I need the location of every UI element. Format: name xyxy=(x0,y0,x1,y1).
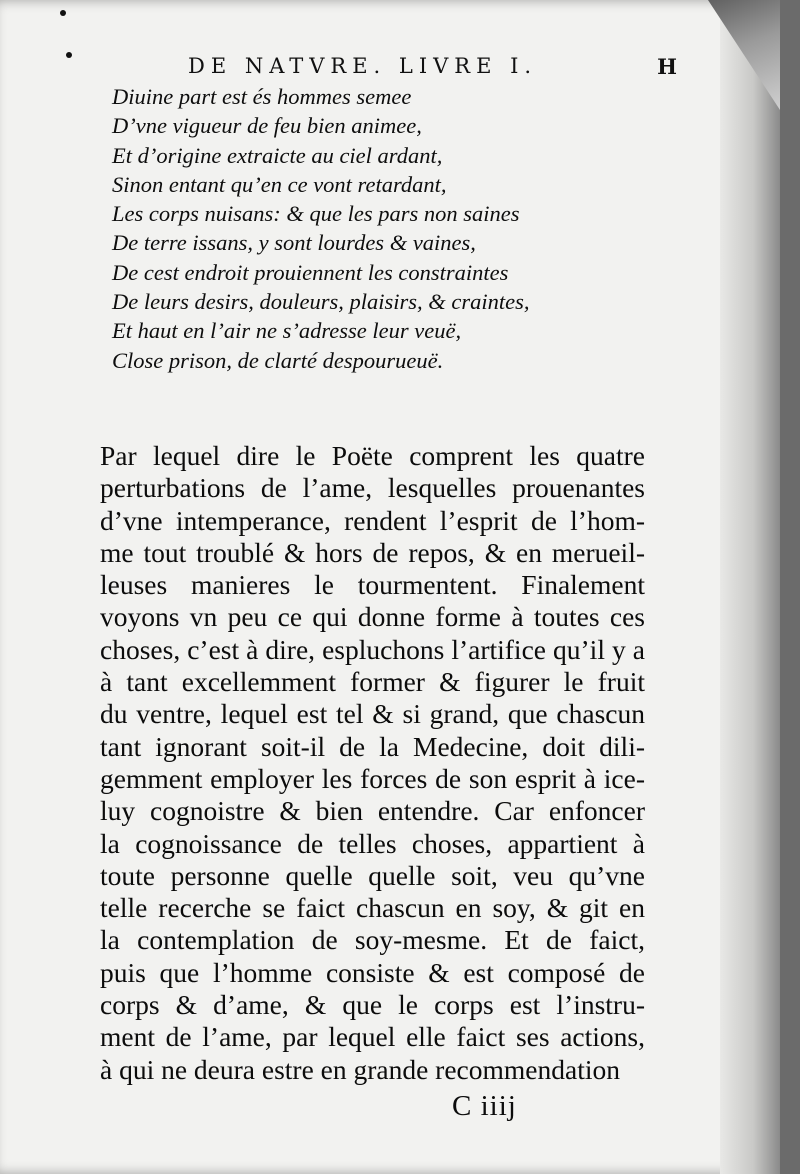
verse-line: De leurs desirs, douleurs, plaisirs, & craintes, xyxy=(112,289,530,315)
prose-line: corps & d’ame, & que le corps est l’instru- xyxy=(100,989,645,1021)
page-edge-shadow xyxy=(720,0,780,1174)
prose-line: la cognoissance de telles choses, appartient à xyxy=(100,827,645,859)
prose-line: ment de l’ame, par lequel elle faict ses actions, xyxy=(100,1021,645,1053)
prose-paragraph xyxy=(100,440,645,1086)
verse-line: De cest endroit prouiennent les constraintes xyxy=(112,259,509,285)
running-header xyxy=(88,54,678,84)
prose-line: gemment employer les forces de son esprit à ice- xyxy=(100,762,645,794)
prose-line: à tant excellemment former & figurer le fruit xyxy=(100,666,645,698)
running-head: DE NATVRE. LIVRE I. xyxy=(188,54,538,78)
prose-line: me tout troublé & hors de repos, & en merueil- xyxy=(100,536,645,568)
prose-line: voyons vn peu ce qui donne forme à toutes ces xyxy=(100,601,645,633)
verse-line: D’vne vigueur de feu bien animee, xyxy=(112,113,422,139)
verse-line: Et haut en l’air ne s’adresse leur veuë, xyxy=(112,318,462,344)
prose-line: telle recerche se faict chascun en soy, & git en xyxy=(100,892,645,924)
verse-line: Les corps nuisans: & que les pars non saines xyxy=(112,201,520,227)
prose-line: tant ignorant soit-il de la Medecine, doit dili- xyxy=(100,730,645,762)
verse-line: Sinon entant qu’en ce vont retardant, xyxy=(112,171,447,197)
prose-line: à qui ne deura estre en grande recommendation xyxy=(100,1053,620,1085)
folio-mark: H xyxy=(657,54,678,79)
prose-line: puis que l’homme consiste & est composé de xyxy=(100,956,645,988)
prose-line: du ventre, lequel est tel & si grand, que chascun xyxy=(100,698,645,730)
prose-line: toute personne quelle quelle soit, veu qu’vne xyxy=(100,859,645,891)
verse-line: Et d’origine extraicte au ciel ardant, xyxy=(112,142,443,168)
prose-line: choses, c’est à dire, espluchons l’artifice qu’il y a xyxy=(100,633,645,665)
prose-line: luy cognoistre & bien entendre. Car enfoncer xyxy=(100,795,645,827)
verse-block xyxy=(112,82,582,375)
verse-line: Close prison, de clarté despourueuë. xyxy=(112,347,444,373)
prose-line: d’vne intemperance, rendent l’esprit de l’hom- xyxy=(100,504,645,536)
verse-line: De terre issans, y sont lourdes & vaines, xyxy=(112,230,476,256)
prose-line: la contemplation de soy-mesme. Et de faict, xyxy=(100,924,645,956)
verse-line: Diuine part est és hommes semee xyxy=(112,84,412,109)
prose-line: Par lequel dire le Poëte comprent les quatre xyxy=(100,440,645,471)
signature-mark: C iiij xyxy=(452,1090,517,1122)
ink-spot xyxy=(66,52,72,58)
prose-line: leuses manieres le tourmentent. Finalement xyxy=(100,569,645,601)
ink-spot xyxy=(60,10,66,16)
prose-line: perturbations de l’ame, lesquelles prouenantes xyxy=(100,472,645,504)
